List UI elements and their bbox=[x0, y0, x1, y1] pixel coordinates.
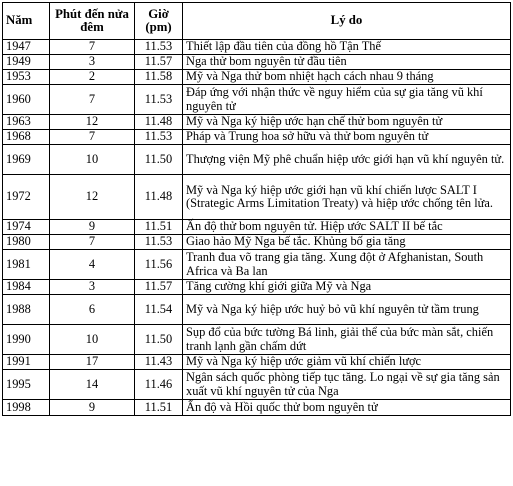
cell-year: 1949 bbox=[3, 55, 50, 70]
header-reason: Lý do bbox=[183, 3, 511, 40]
cell-year: 1968 bbox=[3, 130, 50, 145]
table-row bbox=[3, 115, 511, 130]
cell-minutes: 10 bbox=[50, 145, 135, 175]
cell-time: 11.54 bbox=[135, 295, 183, 325]
cell-minutes: 7 bbox=[50, 85, 135, 115]
header-time: Giờ (pm) bbox=[135, 3, 183, 40]
cell-reason: Mỹ và Nga ký hiệp ước hạn chế thử bom nguyên tử bbox=[183, 115, 511, 130]
table-row bbox=[3, 370, 511, 400]
table-row bbox=[3, 355, 511, 370]
header-year: Năm bbox=[3, 3, 50, 40]
cell-reason: Pháp và Trung hoa sở hữu và thử bom nguyên tử bbox=[183, 130, 511, 145]
cell-minutes: 17 bbox=[50, 355, 135, 370]
table-row bbox=[3, 220, 511, 235]
cell-minutes: 7 bbox=[50, 235, 135, 250]
header-row bbox=[3, 3, 511, 40]
cell-time: 11.46 bbox=[135, 370, 183, 400]
cell-minutes: 7 bbox=[50, 40, 135, 55]
cell-minutes: 6 bbox=[50, 295, 135, 325]
cell-minutes: 10 bbox=[50, 325, 135, 355]
cell-time: 11.51 bbox=[135, 400, 183, 416]
cell-minutes: 14 bbox=[50, 370, 135, 400]
cell-time: 11.43 bbox=[135, 355, 183, 370]
cell-year: 1995 bbox=[3, 370, 50, 400]
cell-year: 1963 bbox=[3, 115, 50, 130]
cell-time: 11.53 bbox=[135, 235, 183, 250]
cell-reason: Nga thử bom nguyên tử đầu tiên bbox=[183, 55, 511, 70]
cell-reason: Mỹ và Nga thử bom nhiệt hạch cách nhau 9 tháng bbox=[183, 70, 511, 85]
header-minutes: Phút đến nửa đêm bbox=[50, 3, 135, 40]
cell-time: 11.48 bbox=[135, 115, 183, 130]
cell-time: 11.48 bbox=[135, 175, 183, 220]
cell-time: 11.56 bbox=[135, 250, 183, 280]
cell-year: 1947 bbox=[3, 40, 50, 55]
table-row bbox=[3, 400, 511, 416]
cell-year: 1988 bbox=[3, 295, 50, 325]
cell-minutes: 7 bbox=[50, 130, 135, 145]
cell-reason: Tăng cường khí giới giữa Mỹ và Nga bbox=[183, 280, 511, 295]
table-row bbox=[3, 55, 511, 70]
cell-year: 1960 bbox=[3, 85, 50, 115]
cell-time: 11.53 bbox=[135, 40, 183, 55]
cell-minutes: 12 bbox=[50, 175, 135, 220]
cell-reason: Tranh đua võ trang gia tăng. Xung đột ở Afghanistan, South Africa và Ba lan bbox=[183, 250, 511, 280]
cell-minutes: 4 bbox=[50, 250, 135, 280]
table-row bbox=[3, 295, 511, 325]
table-row bbox=[3, 325, 511, 355]
cell-time: 11.53 bbox=[135, 130, 183, 145]
cell-time: 11.51 bbox=[135, 220, 183, 235]
cell-year: 1953 bbox=[3, 70, 50, 85]
cell-year: 1991 bbox=[3, 355, 50, 370]
cell-year: 1984 bbox=[3, 280, 50, 295]
cell-reason: Mỹ và Nga ký hiệp ước huỷ bỏ vũ khí nguyên tử tầm trung bbox=[183, 295, 511, 325]
cell-time: 11.57 bbox=[135, 55, 183, 70]
cell-reason: Mỹ và Nga ký hiệp ước giảm vũ khí chiến lược bbox=[183, 355, 511, 370]
cell-minutes: 9 bbox=[50, 220, 135, 235]
table-body bbox=[3, 40, 511, 416]
cell-reason: Ấn độ thử bom nguyên tử. Hiệp ước SALT II bế tắc bbox=[183, 220, 511, 235]
table-row bbox=[3, 130, 511, 145]
cell-reason: Giao hảo Mỹ Nga bế tắc. Khủng bố gia tăng bbox=[183, 235, 511, 250]
cell-year: 1974 bbox=[3, 220, 50, 235]
table-row bbox=[3, 40, 511, 55]
cell-year: 1980 bbox=[3, 235, 50, 250]
table-row bbox=[3, 145, 511, 175]
cell-minutes: 3 bbox=[50, 280, 135, 295]
cell-time: 11.53 bbox=[135, 85, 183, 115]
cell-time: 11.57 bbox=[135, 280, 183, 295]
cell-time: 11.50 bbox=[135, 325, 183, 355]
cell-minutes: 3 bbox=[50, 55, 135, 70]
cell-reason: Mỹ và Nga ký hiệp ước giới hạn vũ khí chiến lược SALT I (Strategic Arms Limitation Treaty) và hiệp ước chống tên lửa. bbox=[183, 175, 511, 220]
cell-year: 1990 bbox=[3, 325, 50, 355]
cell-reason: Ấn độ và Hồi quốc thử bom nguyên tử bbox=[183, 400, 511, 416]
cell-time: 11.50 bbox=[135, 145, 183, 175]
table-row bbox=[3, 280, 511, 295]
cell-reason: Thượng viện Mỹ phê chuẩn hiệp ước giới hạn vũ khí nguyên tử. bbox=[183, 145, 511, 175]
table-row bbox=[3, 250, 511, 280]
doomsday-clock-table bbox=[2, 2, 511, 416]
table-row bbox=[3, 175, 511, 220]
cell-reason: Sụp đổ của bức tường Bá linh, giải thể của bức màn sắt, chiến tranh lạnh gần chấm dứt bbox=[183, 325, 511, 355]
cell-minutes: 2 bbox=[50, 70, 135, 85]
cell-year: 1998 bbox=[3, 400, 50, 416]
table-row bbox=[3, 85, 511, 115]
cell-minutes: 12 bbox=[50, 115, 135, 130]
cell-year: 1972 bbox=[3, 175, 50, 220]
cell-year: 1969 bbox=[3, 145, 50, 175]
table-row bbox=[3, 235, 511, 250]
cell-reason: Thiết lập đầu tiên của đồng hồ Tận Thế bbox=[183, 40, 511, 55]
table-row bbox=[3, 70, 511, 85]
cell-time: 11.58 bbox=[135, 70, 183, 85]
cell-reason: Ngân sách quốc phòng tiếp tục tăng. Lo ngại về sự gia tăng sản xuất vũ khí nguyên tử của Nga bbox=[183, 370, 511, 400]
cell-reason: Đáp ứng với nhận thức về nguy hiểm của sự gia tăng vũ khí nguyên tử bbox=[183, 85, 511, 115]
cell-minutes: 9 bbox=[50, 400, 135, 416]
cell-year: 1981 bbox=[3, 250, 50, 280]
